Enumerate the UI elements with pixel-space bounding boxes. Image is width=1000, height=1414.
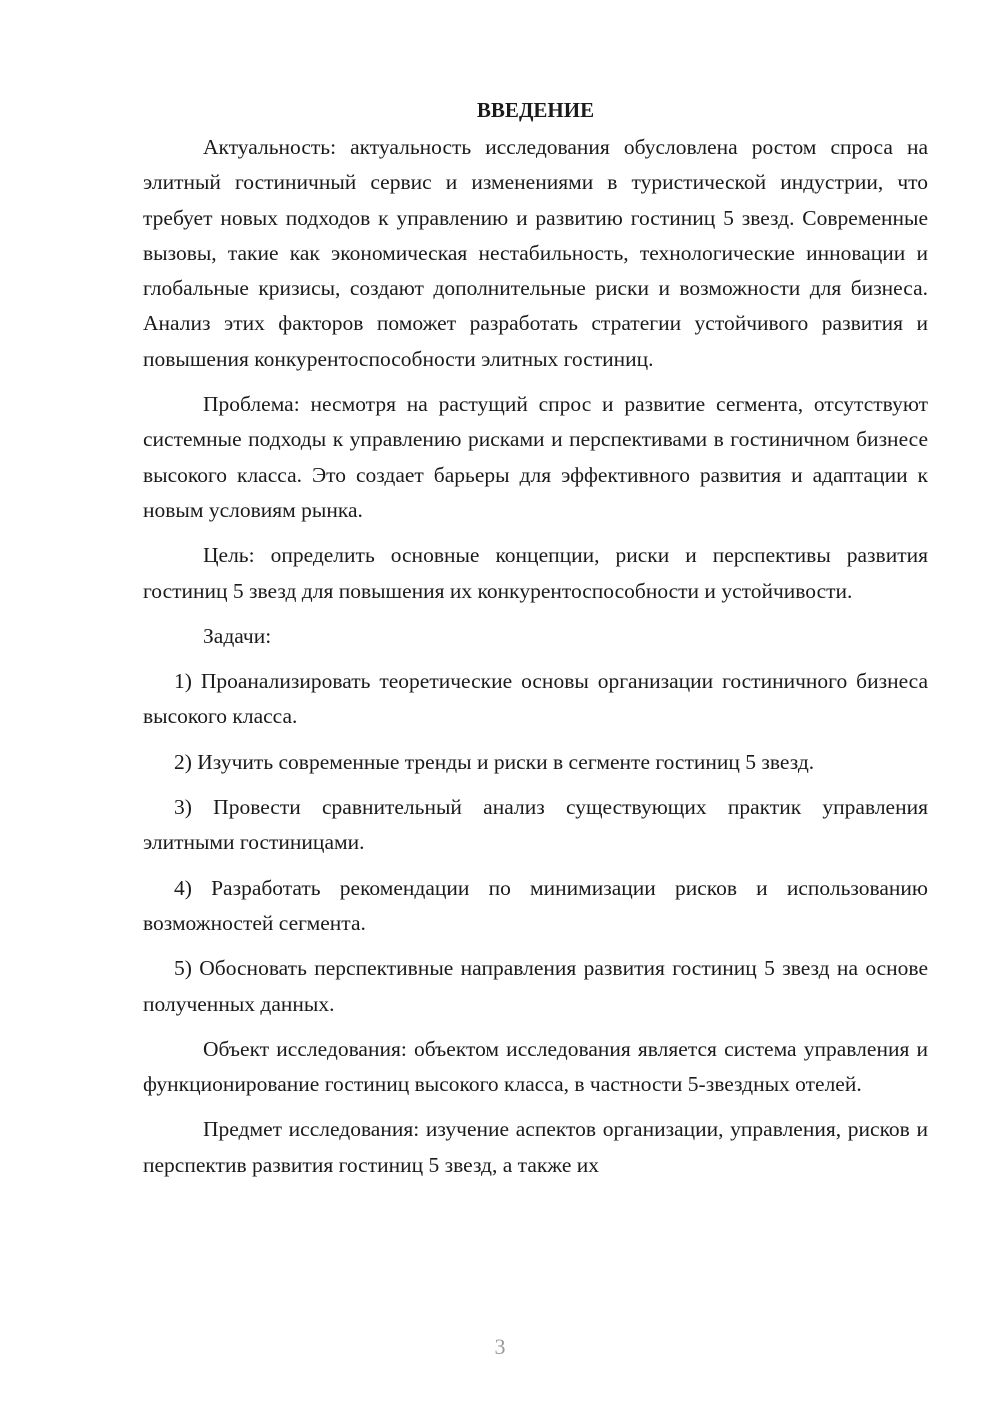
task-item: 3) Провести сравнительный анализ существующих практик управления элитными гостиницами.	[143, 795, 928, 855]
page-number: 3	[494, 1334, 506, 1359]
goal-paragraph: Цель: определить основные концепции, риски и перспективы развития гостиниц 5 звезд для повышения их конкурентоспособности и устойчивости.	[143, 543, 928, 603]
tasks-heading: Задачи:	[203, 623, 272, 648]
page-title: ВВЕДЕНИЕ	[476, 98, 595, 122]
document-page	[143, 92, 928, 1193]
problem-paragraph: Проблема: несмотря на растущий спрос и развитие сегмента, отсутствуют системные подходы к управлению рисками и перспективами в гостиничном бизнесе высокого класса. Это создает барьеры для эффективного развития и адаптации к новым условиям рынка.	[143, 392, 928, 522]
task-item: 4) Разработать рекомендации по минимизации рисков и использованию возможностей сегмента.	[143, 875, 928, 935]
object-paragraph: Объект исследования: объектом исследования является система управления и функционирование гостиниц высокого класса, в частности 5-звездных отелей.	[143, 1036, 928, 1097]
subject-paragraph: Предмет исследования: изучение аспектов организации, управления, рисков и перспектив развития гостиниц 5 звезд, а также их	[143, 1117, 928, 1177]
relevance-paragraph: Актуальность: актуальность исследования обусловлена ростом спроса на элитный гостиничный сервис и изменениями в туристической индустрии, что требует новых подходов к управлению и развитию гостиниц 5 звезд. Современные вызовы, такие как экономическая нестабильность, технологические инновации и глобальные кризисы, создают дополнительные риски и возможности для бизнеса. Анализ этих факторов поможет разработать стратегии устойчивого развития и повышения конкурентоспособности элитных гостиниц.	[143, 135, 928, 371]
task-item: 5) Обосновать перспективные направления развития гостиниц 5 звезд на основе полученных данных.	[143, 956, 928, 1016]
task-item: 2) Изучить современные тренды и риски в сегменте гостиниц 5 звезд.	[174, 749, 815, 774]
task-item: 1) Проанализировать теоретические основы организации гостиничного бизнеса высокого класса.	[143, 669, 928, 729]
